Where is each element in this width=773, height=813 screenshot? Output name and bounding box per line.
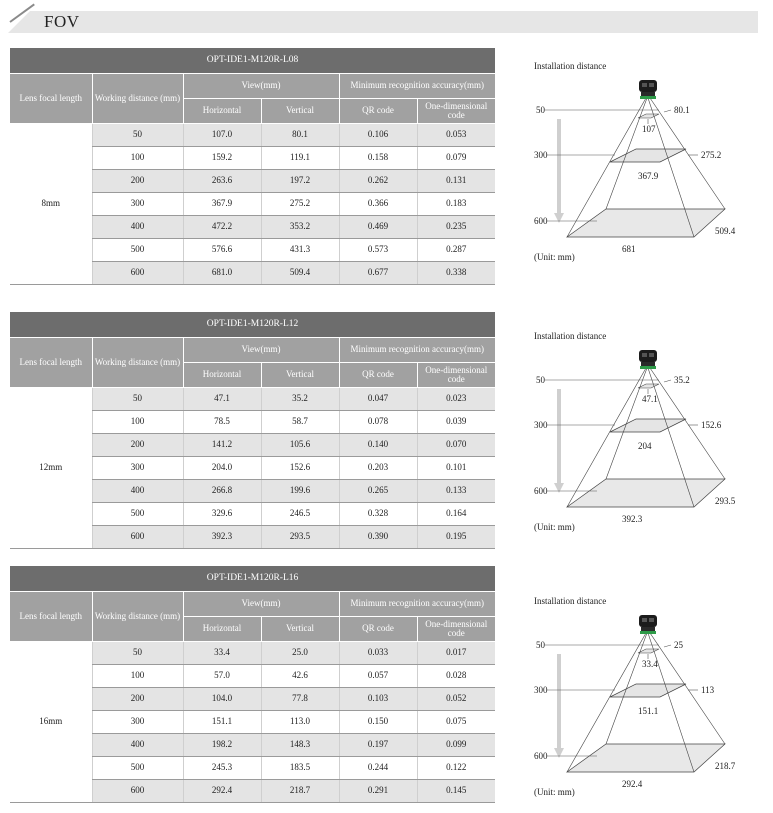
table-cell: 119.1 xyxy=(261,147,339,170)
unit-label: (Unit: mm) xyxy=(534,252,575,262)
table-cell: 0.677 xyxy=(339,262,417,285)
table-cell: 400 xyxy=(92,480,183,503)
table-cell: 104.0 xyxy=(183,688,261,711)
col-header-accuracy: Minimum recognition accuracy(mm) xyxy=(339,338,495,363)
lens-focal-cell: 8mm xyxy=(10,124,92,285)
col-header-vertical: Vertical xyxy=(261,617,339,642)
table-cell: 0.079 xyxy=(417,147,495,170)
col-header-working: Working distance (mm) xyxy=(92,338,183,388)
table-cell: 0.183 xyxy=(417,193,495,216)
distance-label-3: 600 xyxy=(534,751,548,761)
bottom-fov-plane xyxy=(567,744,725,772)
table-cell: 392.3 xyxy=(183,526,261,549)
distance-label-2: 300 xyxy=(534,420,548,430)
col-header-horizontal: Horizontal xyxy=(183,363,261,388)
table-cell: 400 xyxy=(92,216,183,239)
camera-icon xyxy=(639,615,657,634)
installation-distance-label: Installation distance xyxy=(534,331,607,341)
table-cell: 576.6 xyxy=(183,239,261,262)
table-cell: 141.2 xyxy=(183,434,261,457)
table-cell: 0.262 xyxy=(339,170,417,193)
mid-vertical-label: 275.2 xyxy=(701,150,722,160)
col-header-working: Working distance (mm) xyxy=(92,592,183,642)
table-cell: 183.5 xyxy=(261,757,339,780)
col-header-qr: QR code xyxy=(339,99,417,124)
table-cell: 0.053 xyxy=(417,124,495,147)
fov-pyramid-diagram xyxy=(525,327,765,537)
table-cell: 218.7 xyxy=(261,780,339,803)
table-cell: 300 xyxy=(92,457,183,480)
table-cell: 0.203 xyxy=(339,457,417,480)
table-cell: 500 xyxy=(92,503,183,526)
spec-table xyxy=(10,566,495,803)
bottom-fov-plane xyxy=(567,209,725,237)
table-cell: 0.390 xyxy=(339,526,417,549)
table-cell: 0.287 xyxy=(417,239,495,262)
table-cell: 329.6 xyxy=(183,503,261,526)
col-header-horizontal: Horizontal xyxy=(183,617,261,642)
table-cell: 245.3 xyxy=(183,757,261,780)
model-title: OPT-IDE1-M120R-L16 xyxy=(10,566,495,592)
col-header-qr: QR code xyxy=(339,363,417,388)
table-cell: 25.0 xyxy=(261,642,339,665)
bottom-horizontal-label: 292.4 xyxy=(622,779,643,789)
table-cell: 0.106 xyxy=(339,124,417,147)
top-horizontal-label: 33.4 xyxy=(642,659,658,669)
top-vertical-label: 35.2 xyxy=(674,375,690,385)
spec-table xyxy=(10,312,495,549)
table-cell: 500 xyxy=(92,757,183,780)
top-horizontal-label: 107 xyxy=(642,124,656,134)
table-cell: 100 xyxy=(92,411,183,434)
unit-label: (Unit: mm) xyxy=(534,522,575,532)
lens-focal-cell: 16mm xyxy=(10,642,92,803)
table-cell: 681.0 xyxy=(183,262,261,285)
table-cell: 151.1 xyxy=(183,711,261,734)
table-cell: 50 xyxy=(92,642,183,665)
col-header-vertical: Vertical xyxy=(261,363,339,388)
col-header-qr: QR code xyxy=(339,617,417,642)
table-cell: 300 xyxy=(92,711,183,734)
table-cell: 200 xyxy=(92,170,183,193)
table-cell: 197.2 xyxy=(261,170,339,193)
distance-arrow-head xyxy=(554,213,564,223)
table-cell: 58.7 xyxy=(261,411,339,434)
table-cell: 0.197 xyxy=(339,734,417,757)
table-cell: 200 xyxy=(92,688,183,711)
table-cell: 0.039 xyxy=(417,411,495,434)
table-cell: 159.2 xyxy=(183,147,261,170)
table-cell: 78.5 xyxy=(183,411,261,434)
table-cell: 77.8 xyxy=(261,688,339,711)
col-header-lens: Lens focal length xyxy=(10,592,92,642)
table-cell: 0.195 xyxy=(417,526,495,549)
table-cell: 0.265 xyxy=(339,480,417,503)
table-cell: 0.338 xyxy=(417,262,495,285)
table-cell: 0.145 xyxy=(417,780,495,803)
distance-label-2: 300 xyxy=(534,685,548,695)
col-header-working: Working distance (mm) xyxy=(92,74,183,124)
lens-focal-cell: 12mm xyxy=(10,388,92,549)
col-header-one-dim: One-dimensional code xyxy=(417,363,495,388)
table-cell: 600 xyxy=(92,262,183,285)
table-cell: 0.023 xyxy=(417,388,495,411)
col-header-one-dim: One-dimensional code xyxy=(417,99,495,124)
top-vertical-label: 80.1 xyxy=(674,105,690,115)
table-cell: 0.099 xyxy=(417,734,495,757)
table-cell: 509.4 xyxy=(261,262,339,285)
table-cell: 113.0 xyxy=(261,711,339,734)
fov-pyramid-diagram xyxy=(525,592,765,802)
table-cell: 0.133 xyxy=(417,480,495,503)
middle-fov-plane xyxy=(610,419,686,432)
camera-icon xyxy=(639,350,657,369)
model-title: OPT-IDE1-M120R-L08 xyxy=(10,48,495,74)
col-header-accuracy: Minimum recognition accuracy(mm) xyxy=(339,592,495,617)
middle-fov-plane xyxy=(610,149,686,162)
mid-vertical-label: 152.6 xyxy=(701,420,722,430)
distance-label-2: 300 xyxy=(534,150,548,160)
table-cell: 263.6 xyxy=(183,170,261,193)
bottom-horizontal-label: 681 xyxy=(622,244,636,254)
table-cell: 152.6 xyxy=(261,457,339,480)
table-cell: 300 xyxy=(92,193,183,216)
table-cell: 0.573 xyxy=(339,239,417,262)
distance-label-1: 50 xyxy=(536,640,545,650)
table-cell: 105.6 xyxy=(261,434,339,457)
table-cell: 400 xyxy=(92,734,183,757)
table-cell: 0.017 xyxy=(417,642,495,665)
table-cell: 353.2 xyxy=(261,216,339,239)
table-cell: 0.158 xyxy=(339,147,417,170)
bottom-vertical-label: 509.4 xyxy=(715,226,736,236)
col-header-horizontal: Horizontal xyxy=(183,99,261,124)
page-title: FOV xyxy=(44,12,80,31)
table-row xyxy=(10,388,495,411)
table-cell: 431.3 xyxy=(261,239,339,262)
col-header-view: View(mm) xyxy=(183,74,339,99)
top-horizontal-label: 47.1 xyxy=(642,394,658,404)
table-cell: 0.164 xyxy=(417,503,495,526)
table-cell: 0.033 xyxy=(339,642,417,665)
distance-label-1: 50 xyxy=(536,105,545,115)
table-cell: 292.4 xyxy=(183,780,261,803)
table-cell: 275.2 xyxy=(261,193,339,216)
mid-horizontal-label: 204 xyxy=(638,441,652,451)
table-cell: 367.9 xyxy=(183,193,261,216)
table-cell: 246.5 xyxy=(261,503,339,526)
table-cell: 0.028 xyxy=(417,665,495,688)
table-cell: 0.047 xyxy=(339,388,417,411)
table-cell: 0.140 xyxy=(339,434,417,457)
bottom-horizontal-label: 392.3 xyxy=(622,514,643,524)
installation-distance-label: Installation distance xyxy=(534,61,607,71)
table-cell: 0.122 xyxy=(417,757,495,780)
distance-label-3: 600 xyxy=(534,216,548,226)
table-cell: 0.052 xyxy=(417,688,495,711)
middle-fov-plane xyxy=(610,684,686,697)
table-cell: 35.2 xyxy=(261,388,339,411)
table-cell: 472.2 xyxy=(183,216,261,239)
distance-arrow-head xyxy=(554,483,564,493)
table-cell: 0.103 xyxy=(339,688,417,711)
table-cell: 0.366 xyxy=(339,193,417,216)
table-cell: 57.0 xyxy=(183,665,261,688)
table-cell: 0.075 xyxy=(417,711,495,734)
table-cell: 0.244 xyxy=(339,757,417,780)
table-cell: 107.0 xyxy=(183,124,261,147)
table-cell: 0.150 xyxy=(339,711,417,734)
table-cell: 0.131 xyxy=(417,170,495,193)
distance-label-3: 600 xyxy=(534,486,548,496)
bottom-fov-plane xyxy=(567,479,725,507)
unit-label: (Unit: mm) xyxy=(534,787,575,797)
table-cell: 0.057 xyxy=(339,665,417,688)
col-header-vertical: Vertical xyxy=(261,99,339,124)
table-cell: 200 xyxy=(92,434,183,457)
table-cell: 42.6 xyxy=(261,665,339,688)
distance-label-1: 50 xyxy=(536,375,545,385)
table-cell: 293.5 xyxy=(261,526,339,549)
table-cell: 0.235 xyxy=(417,216,495,239)
bottom-vertical-label: 218.7 xyxy=(715,761,736,771)
col-header-view: View(mm) xyxy=(183,592,339,617)
table-row xyxy=(10,642,495,665)
table-cell: 266.8 xyxy=(183,480,261,503)
table-cell: 500 xyxy=(92,239,183,262)
table-cell: 600 xyxy=(92,780,183,803)
col-header-accuracy: Minimum recognition accuracy(mm) xyxy=(339,74,495,99)
table-row xyxy=(10,124,495,147)
mid-horizontal-label: 367.9 xyxy=(638,171,659,181)
table-cell: 0.291 xyxy=(339,780,417,803)
bottom-vertical-label: 293.5 xyxy=(715,496,736,506)
model-title: OPT-IDE1-M120R-L12 xyxy=(10,312,495,338)
camera-icon xyxy=(639,80,657,99)
mid-horizontal-label: 151.1 xyxy=(638,706,659,716)
table-cell: 0.078 xyxy=(339,411,417,434)
table-cell: 50 xyxy=(92,124,183,147)
table-cell: 100 xyxy=(92,147,183,170)
table-cell: 0.328 xyxy=(339,503,417,526)
table-cell: 80.1 xyxy=(261,124,339,147)
mid-vertical-label: 113 xyxy=(701,685,715,695)
table-cell: 33.4 xyxy=(183,642,261,665)
distance-arrow-head xyxy=(554,748,564,758)
top-vertical-label: 25 xyxy=(674,640,683,650)
table-cell: 0.469 xyxy=(339,216,417,239)
fov-pyramid-diagram xyxy=(525,57,765,267)
col-header-view: View(mm) xyxy=(183,338,339,363)
col-header-lens: Lens focal length xyxy=(10,74,92,124)
table-cell: 198.2 xyxy=(183,734,261,757)
table-cell: 0.101 xyxy=(417,457,495,480)
table-cell: 199.6 xyxy=(261,480,339,503)
col-header-lens: Lens focal length xyxy=(10,338,92,388)
table-cell: 47.1 xyxy=(183,388,261,411)
section-header-bar xyxy=(8,11,758,33)
table-cell: 100 xyxy=(92,665,183,688)
spec-table xyxy=(10,48,495,285)
table-cell: 600 xyxy=(92,526,183,549)
col-header-one-dim: One-dimensional code xyxy=(417,617,495,642)
table-cell: 204.0 xyxy=(183,457,261,480)
table-cell: 50 xyxy=(92,388,183,411)
installation-distance-label: Installation distance xyxy=(534,596,607,606)
table-cell: 148.3 xyxy=(261,734,339,757)
table-cell: 0.070 xyxy=(417,434,495,457)
